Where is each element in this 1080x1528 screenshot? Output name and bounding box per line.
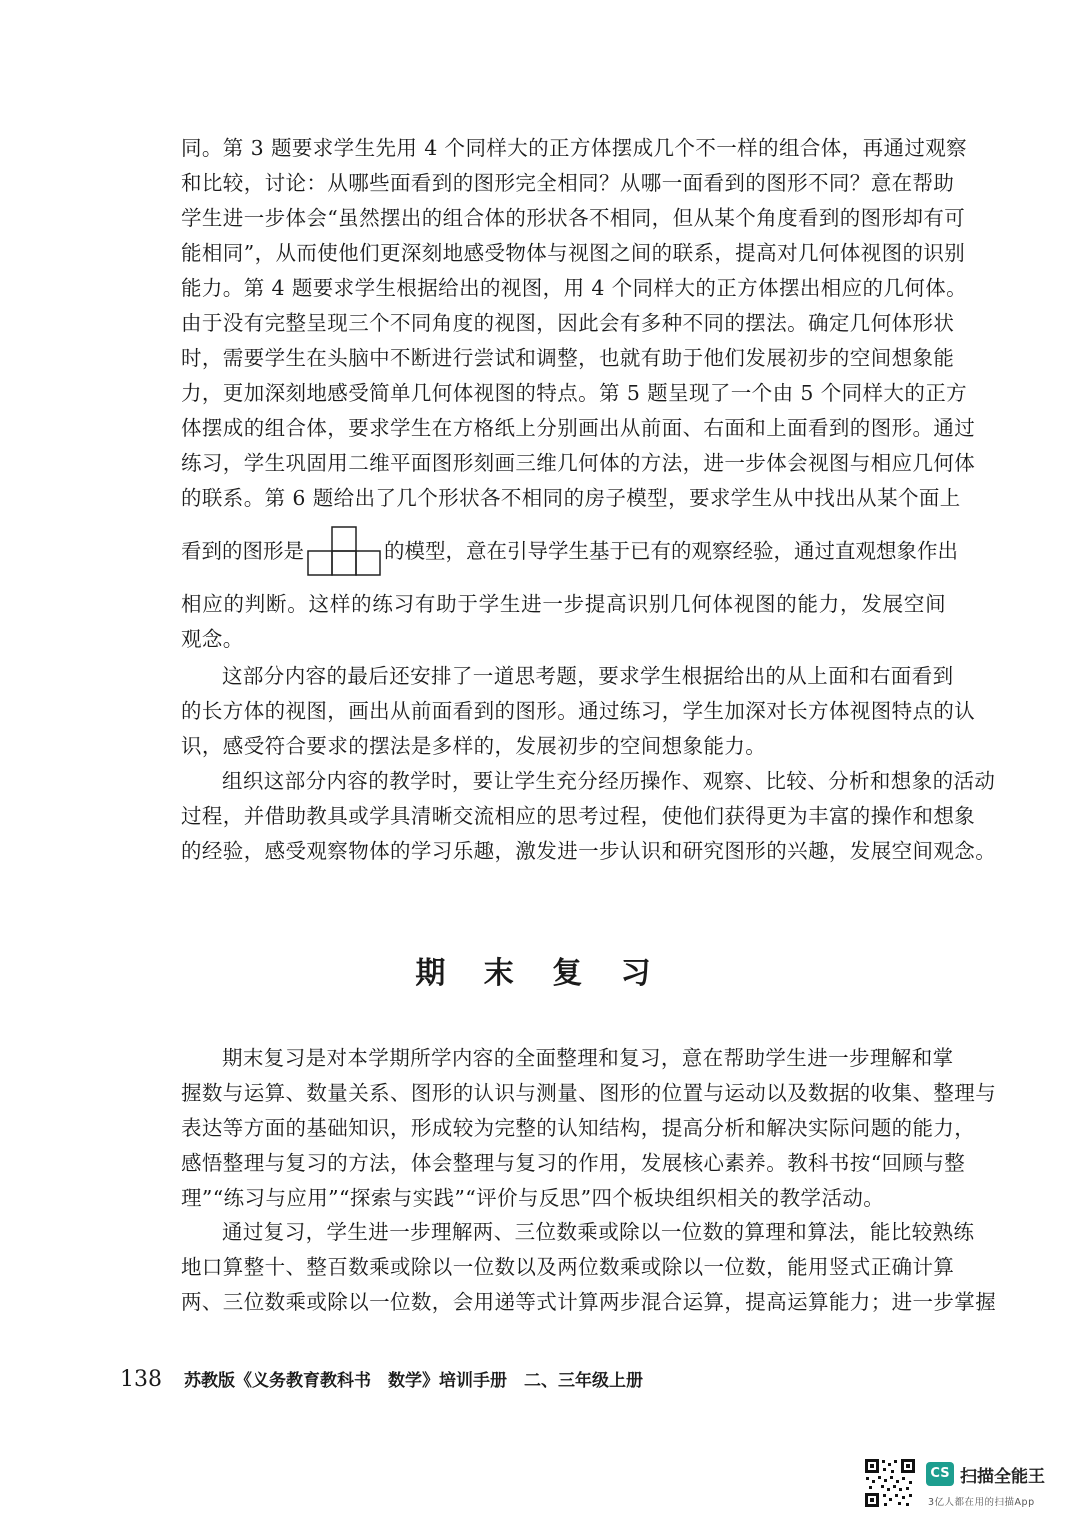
text-line: 两、三位数乘或除以一位数，会用递等式计算两步混合运算，提高运算能力；进一步掌握 <box>181 1290 997 1314</box>
text-line: 感悟整理与复习的方法，体会整理与复习的作用，发展核心素养。教科书按“回顾与整 <box>181 1151 966 1175</box>
text-line: 期末复习是对本学期所学内容的全面整理和复习，意在帮助学生进一步理解和掌 <box>222 1046 954 1070</box>
text-line: 组织这部分内容的教学时，要让学生充分经历操作、观察、比较、分析和想象的活动 <box>222 769 996 793</box>
paragraph-teaching-advice <box>181 764 997 869</box>
text-line: 力，更加深刻地感受简单几何体视图的特点。第 5 题呈现了一个由 5 个同样大的正方 <box>181 381 968 405</box>
text-line: 同。第 3 题要求学生先用 4 个同样大的正方体摆成几个不一样的组合体，再通过观察 <box>181 136 968 160</box>
text-line: 能力。第 4 题要求学生根据给出的视图，用 4 个同样大的正方体摆出相应的几何体。 <box>181 276 968 300</box>
paragraph-final-review-intro <box>181 1041 997 1216</box>
text-line: 通过复习，学生进一步理解两、三位数乘或除以一位数的算理和算法，能比较熟练 <box>222 1220 975 1244</box>
text-line: 练习，学生巩固用二维平面图形刻画三维几何体的方法，进一步体会视图与相应几何体 <box>181 451 976 475</box>
text-line: 时，需要学生在头脑中不断进行尝试和调整，也就有助于他们发展初步的空间想象能 <box>181 346 955 370</box>
paragraph-final-review-goals <box>181 1215 997 1320</box>
text-line: 识，感受符合要求的摆法是多样的，发展初步的空间想象能力。 <box>181 734 767 758</box>
text-line: 这部分内容的最后还安排了一道思考题，要求学生根据给出的从上面和右面看到 <box>222 664 954 688</box>
text-line: 过程，并借助教具或学具清晰交流相应的思考过程，使他们获得更为丰富的操作和想象 <box>181 804 976 828</box>
text-line: 的经验，感受观察物体的学习乐趣，激发进一步认识和研究图形的兴趣，发展空间观念。 <box>181 839 997 863</box>
text-line: 观念。 <box>181 627 244 651</box>
text-line: 学生进一步体会“虽然摆出的组合体的形状各不相同，但从某个角度看到的图形却有可 <box>181 206 966 230</box>
text-line: 的长方体的视图，画出从前面看到的图形。通过练习，学生加深对长方体视图特点的认 <box>181 699 976 723</box>
book-title: 苏教版《义务教育教科书 数学》培训手册 二、三年级上册 <box>184 1371 643 1391</box>
camscanner-logo: CS <box>926 1462 954 1486</box>
section-title: 期 末 复 习 <box>415 956 665 991</box>
figure-text-after: 的模型，意在引导学生基于已有的观察经验，通过直观想象作出 <box>384 539 958 563</box>
text-line: 地口算整十、整百数乘或除以一位数以及两位数乘或除以一位数，能用竖式正确计算 <box>181 1255 955 1279</box>
qr-code-icon <box>864 1458 916 1508</box>
text-line: 握数与运算、数量关系、图形的认识与测量、图形的位置与运动以及数据的收集、整理与 <box>181 1081 997 1105</box>
page-number: 138 <box>120 1367 162 1392</box>
text-line: 由于没有完整呈现三个不同角度的视图，因此会有多种不同的摆法。确定几何体形状 <box>181 311 955 335</box>
cube-view-figure <box>307 524 381 578</box>
text-line: 相应的判断。这样的练习有助于学生进一步提高识别几何体视图的能力，发展空间 <box>181 592 946 616</box>
text-line: 表达等方面的基础知识，形成较为完整的认知结构，提高分析和解决实际问题的能力， <box>181 1116 976 1140</box>
paragraph-exercise-notes-tail <box>181 587 946 657</box>
camscanner-name: 扫描全能王 <box>960 1467 1045 1487</box>
text-line: 能相同”，从而使他们更深刻地感受物体与视图之间的联系，提高对几何体视图的识别 <box>181 241 966 265</box>
page-footer <box>120 1366 643 1392</box>
text-line: 和比较，讨论：从哪些面看到的图形完全相同？从哪一面看到的图形不同？意在帮助 <box>181 171 955 195</box>
text-line: 理”“练习与应用”“探索与实践”“评价与反思”四个板块组织相关的教学活动。 <box>181 1186 885 1210</box>
camscanner-tagline: 3亿人都在用的扫描App <box>928 1497 1035 1508</box>
paragraph-exercise-notes <box>181 131 976 516</box>
figure-line <box>181 521 958 582</box>
text-line: 体摆成的组合体，要求学生在方格纸上分别画出从前面、右面和上面看到的图形。通过 <box>181 416 976 440</box>
paragraph-thinking-question <box>181 659 976 764</box>
text-line: 的联系。第 6 题给出了几个形状各不相同的房子模型，要求学生从中找出从某个面上 <box>181 486 961 510</box>
figure-text-before: 看到的图形是 <box>181 539 304 563</box>
